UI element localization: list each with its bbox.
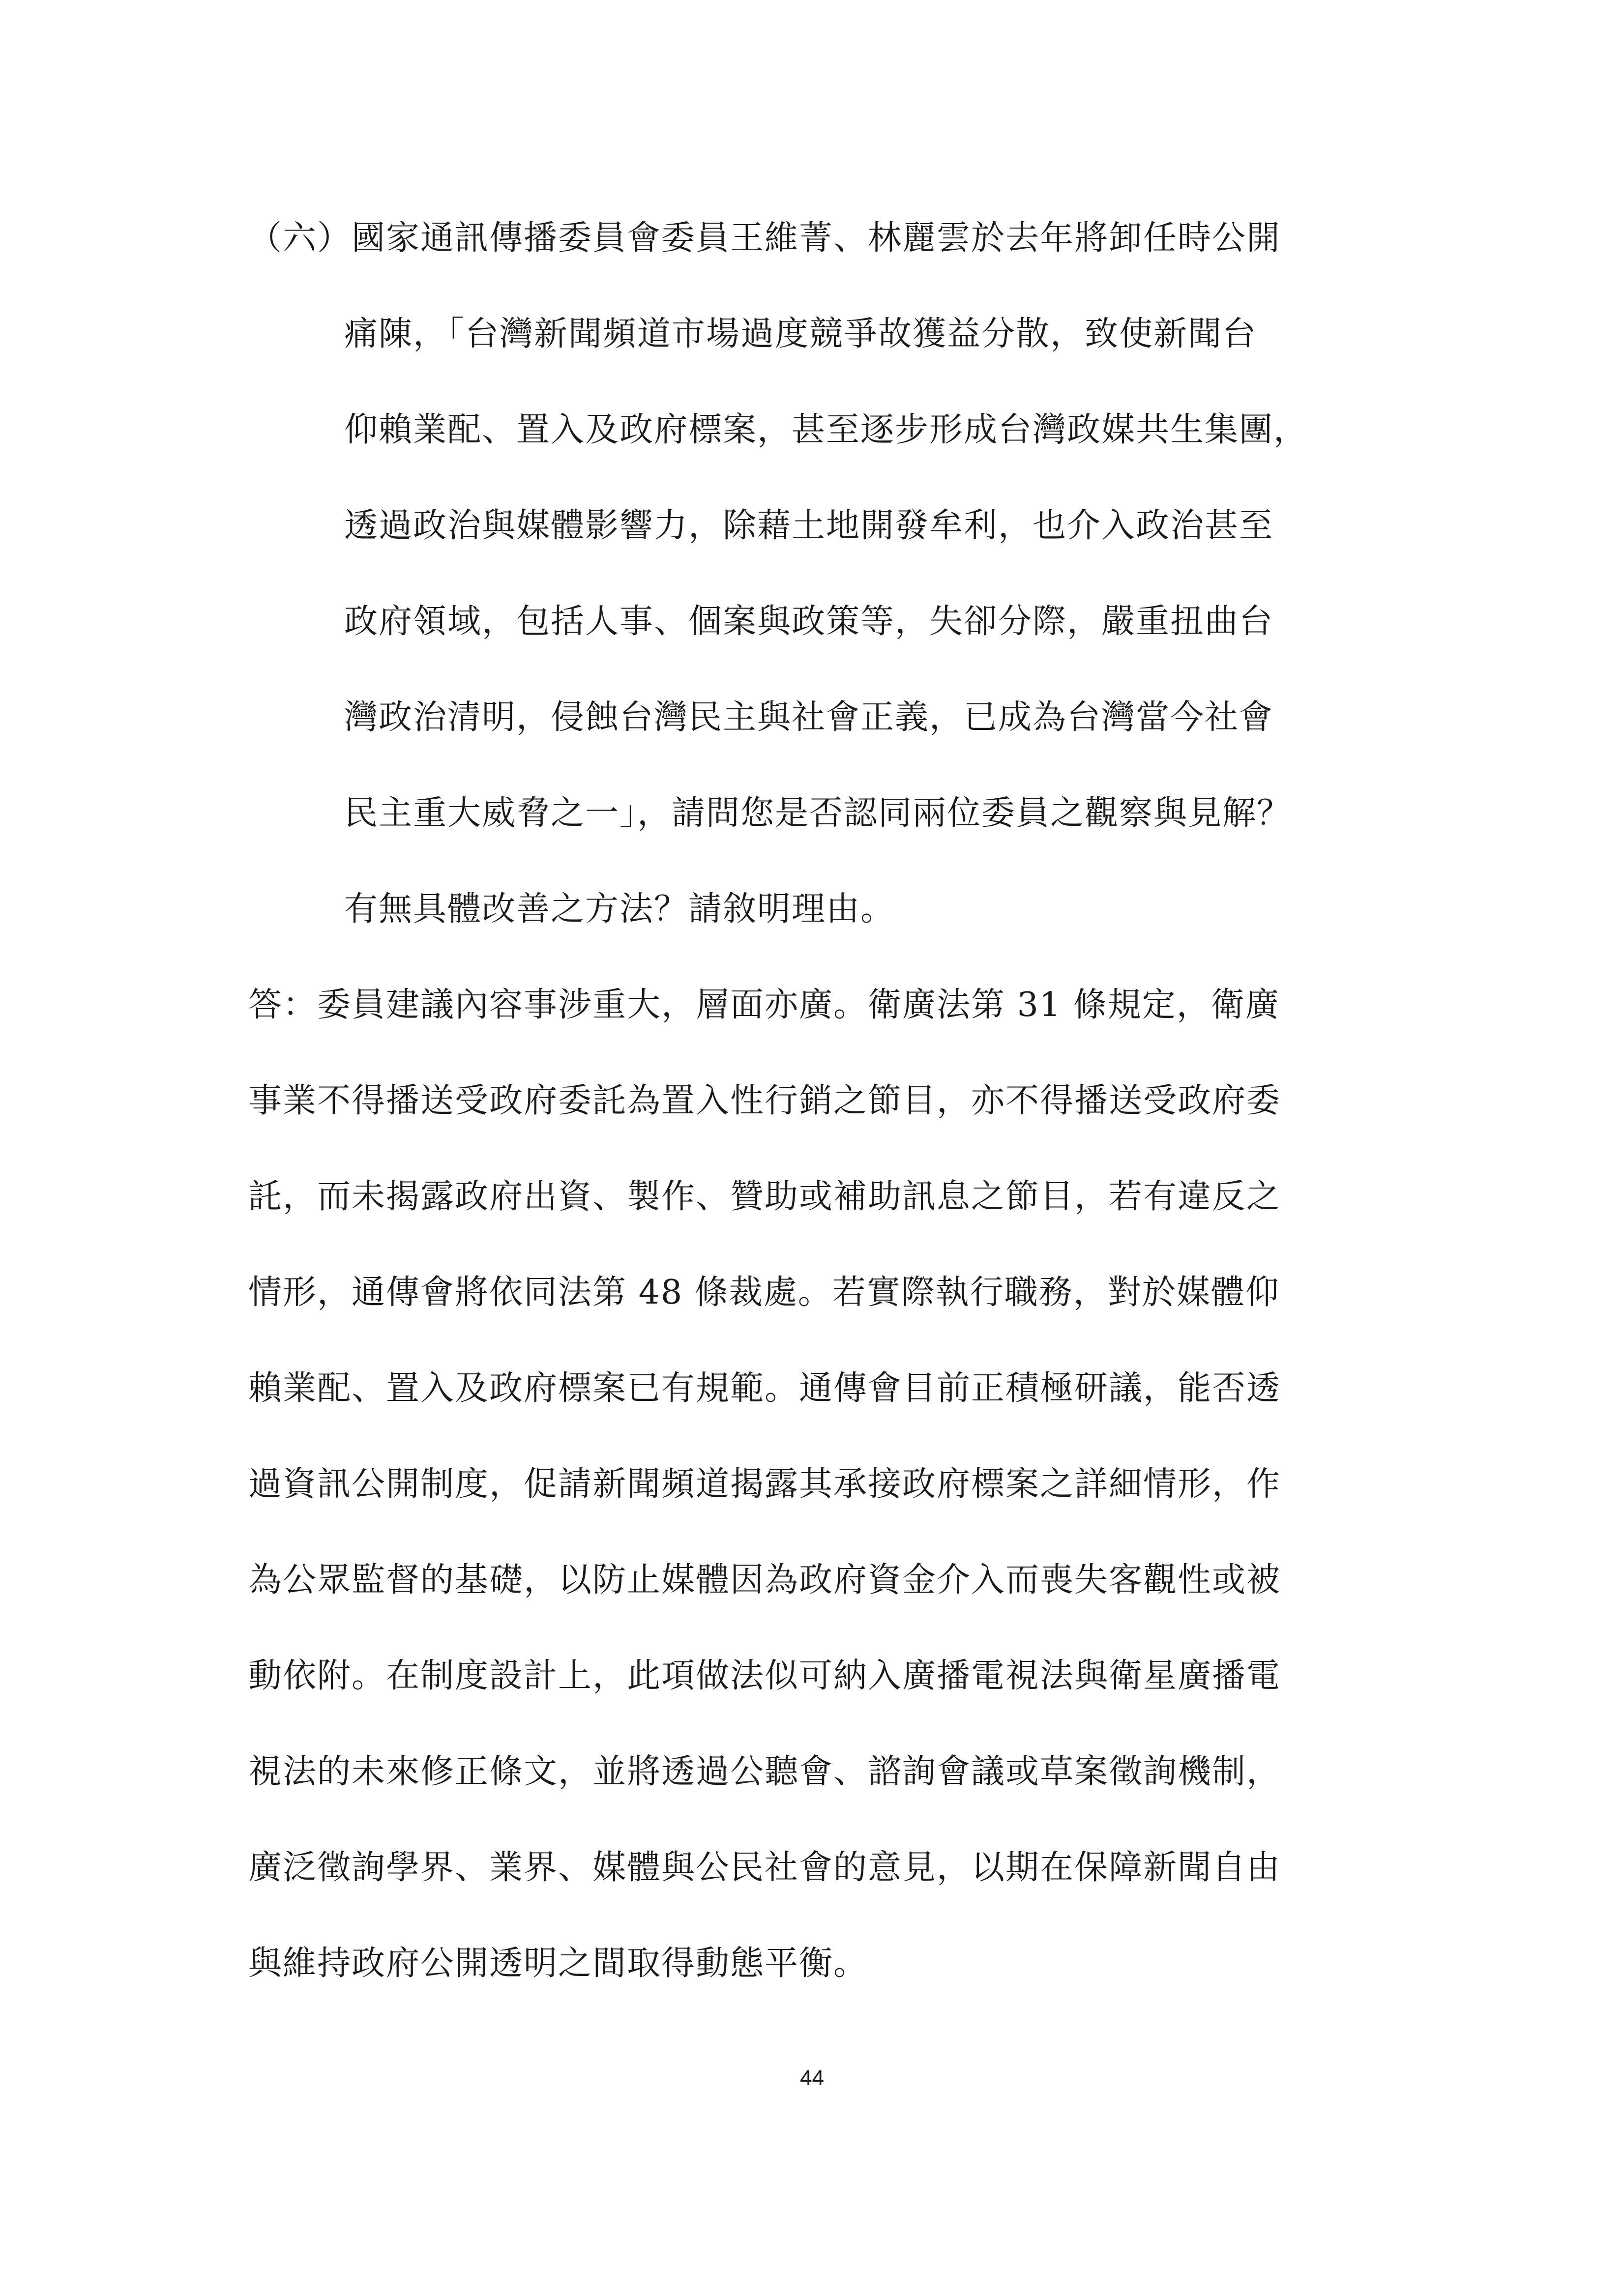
answer-line-11: 與維持政府公開透明之間取得動態平衡。 bbox=[248, 1944, 868, 1983]
question-line-1: （六）國家通訊傳播委員會委員王維菁、林麗雲於去年將卸任時公開 bbox=[248, 219, 1281, 258]
answer-line-6: 過資訊公開制度，促請新聞頻道揭露其承接政府標案之詳細情形，作 bbox=[248, 1465, 1281, 1504]
question-line-7: 民主重大威脅之一」，請問您是否認同兩位委員之觀察與見解？ bbox=[344, 794, 1292, 833]
answer-line-10: 廣泛徵詢學界、業界、媒體與公民社會的意見，以期在保障新聞自由 bbox=[248, 1848, 1281, 1887]
answer-line-2: 事業不得播送受政府委託為置入性行銷之節目，亦不得播送受政府委 bbox=[248, 1081, 1281, 1120]
answer-line-1: 答：委員建議內容事涉重大，層面亦廣。衛廣法第 31 條規定，衛廣 bbox=[248, 986, 1280, 1024]
page-number: 44 bbox=[800, 2066, 824, 2090]
question-line-8: 有無具體改善之方法？請敘明理由。 bbox=[344, 890, 895, 929]
question-line-2: 痛陳，「台灣新聞頻道市場過度競爭故獲益分散，致使新聞台 bbox=[344, 315, 1257, 353]
question-line-6: 灣政治清明，侵蝕台灣民主與社會正義，已成為台灣當今社會 bbox=[344, 698, 1274, 737]
question-line-5: 政府領域，包括人事、個案與政策等，失卻分際，嚴重扭曲台 bbox=[344, 602, 1274, 641]
answer-line-4: 情形，通傳會將依同法第 48 條裁處。若實際執行職務，對於媒體仰 bbox=[248, 1273, 1280, 1312]
answer-line-5: 賴業配、置入及政府標案已有規範。通傳會目前正積極研議，能否透 bbox=[248, 1369, 1281, 1408]
question-line-3: 仰賴業配、置入及政府標案，甚至逐步形成台灣政媒共生集團， bbox=[344, 410, 1308, 449]
answer-line-9: 視法的未來修正條文，並將透過公聽會、諮詢會議或草案徵詢機制， bbox=[248, 1752, 1281, 1791]
answer-line-7: 為公眾監督的基礎，以防止媒體因為政府資金介入而喪失客觀性或被 bbox=[248, 1561, 1281, 1599]
answer-line-8: 動依附。在制度設計上，此項做法似可納入廣播電視法與衛星廣播電 bbox=[248, 1657, 1281, 1695]
question-line-4: 透過政治與媒體影響力，除藉土地開發牟利，也介入政治甚至 bbox=[344, 506, 1274, 545]
answer-line-3: 託，而未揭露政府出資、製作、贊助或補助訊息之節目，若有違反之 bbox=[248, 1177, 1281, 1216]
